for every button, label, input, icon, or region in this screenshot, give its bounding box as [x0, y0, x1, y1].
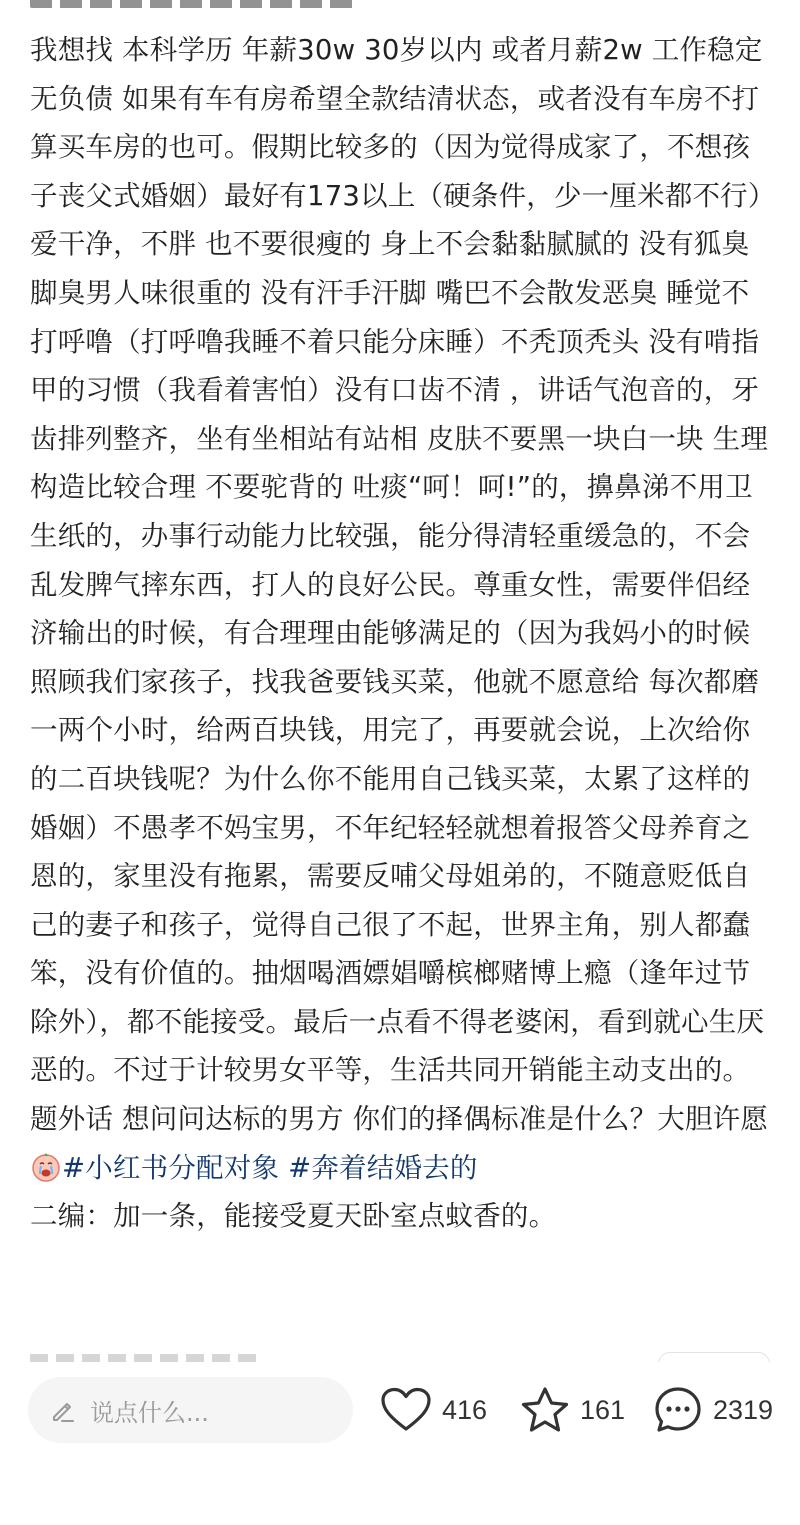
pencil-icon: [48, 1395, 78, 1425]
aside-text: 题外话 想问问达标的男方 你们的择偶标准是什么？大胆许愿: [30, 1103, 769, 1136]
post-edit-note: 二编：加一条，能接受夏天卧室点蚊香的。: [30, 1200, 557, 1233]
comment-placeholder: 说点什么...: [90, 1398, 209, 1427]
cropped-post-meta-row: [30, 1352, 770, 1362]
cropped-meta-button: [658, 1352, 770, 1362]
collect-button[interactable]: [520, 1383, 625, 1437]
cropped-post-date: [30, 1354, 260, 1362]
post-aside-line: [30, 1095, 772, 1192]
hashtag-link[interactable]: #奔着结婚去的: [288, 1151, 478, 1184]
like-count: 416: [442, 1394, 488, 1425]
post-main-text: 我想找 本科学历 年薪30w 30岁以内 或者月薪2w 工作稳定 无负债 如果有车有房希望全款结清状态，或者没有车房不打算买车房的也可。假期比较多的（因为觉得成家了，不想孩子丧父式婚姻）最好有173以上（硬条件，少一厘米都不行）爱干净，不胖 也不要很瘦的 身上不会黏黏腻腻的 没有狐臭脚臭男人味很重的 没有汗手汗脚 嘴巴不会散发恶臭 睡觉不打呼噜（打呼噜我睡不着只能分床睡）不秃顶秃头 没有啃指甲的习惯（我看着害怕）没有口齿不清 ，讲话气泡音的，牙齿排列整齐，坐有坐相站有站相 皮肤不要黑一块白一块 生理构造比较合理 不要驼背的 吐痰“呵！呵!”的，擤鼻涕不用卫生纸的，办事行动能力比较强，能分得清轻重缓急的，不会乱发脾气摔东西，打人的良好公民。尊重女性，需要伴侣经济输出的时候，有合理理由能够满足的（因为我妈小的时候照顾我们家孩子，找我爸要钱买菜，他就不愿意给 每次都磨一两个小时，给两百块钱，用完了，再要就会说，上次给你的二百块钱呢？为什么你不能用自己钱买菜，太累了这样的婚姻）不愚孝不妈宝男，不年纪轻轻就想着报答父母养育之恩的，家里没有拖累，需要反哺父母姐弟的，不随意贬低自己的妻子和孩子，觉得自己很了不起，世界主角，别人都蠢笨，没有价值的。抽烟喝酒嫖娼嚼槟榔赌博上瘾（逢年过节除外），都不能接受。最后一点看不得老婆闲，看到就心生厌恶的。不过于计较男女平等，生活共同开销能主动支出的。: [30, 34, 769, 1087]
cropped-title-line: [30, 0, 360, 8]
star-icon: [520, 1386, 570, 1434]
hashtag-link[interactable]: #小红书分配对象: [62, 1151, 280, 1184]
like-button[interactable]: [380, 1383, 487, 1437]
comment-count: 2319: [713, 1394, 774, 1425]
heart-icon: [380, 1387, 432, 1433]
comment-input[interactable]: [28, 1377, 353, 1443]
collect-count: 161: [580, 1394, 626, 1425]
crying-face-emoji-icon: [31, 1149, 61, 1179]
comment-bubble-icon: [653, 1385, 703, 1435]
bottom-action-bar: [0, 1362, 800, 1525]
comment-button[interactable]: [653, 1383, 773, 1437]
post-body: [30, 26, 772, 1241]
